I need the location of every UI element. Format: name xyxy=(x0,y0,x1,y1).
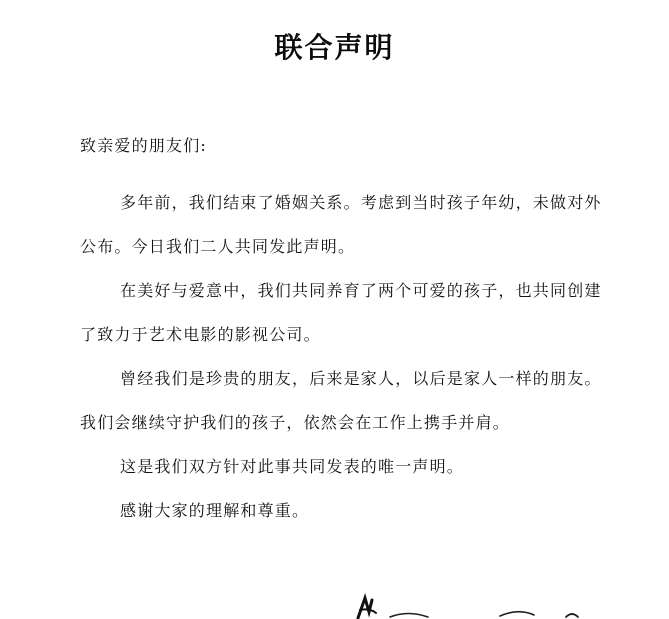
paragraph-3: 曾经我们是珍贵的朋友，后来是家人，以后是家人一样的朋友。我们会继续守护我们的孩子，依然会在工作上携手并肩。 xyxy=(80,369,602,432)
handwritten-signature xyxy=(320,590,620,619)
statement-title: 联合声明 xyxy=(274,31,395,64)
statement-body xyxy=(80,181,610,533)
paragraph-4: 这是我们双方针对此事共同发表的唯一声明。 xyxy=(120,457,465,476)
paragraph-1: 多年前，我们结束了婚姻关系。考虑到当时孩子年幼，未做对外公布。今日我们二人共同发此声明。 xyxy=(80,193,602,256)
salutation: 致亲爱的朋友们: xyxy=(80,136,207,155)
paragraph-5: 感谢大家的理解和尊重。 xyxy=(120,501,310,520)
paragraph-2: 在美好与爱意中，我们共同养育了两个可爱的孩子，也共同创建了致力于艺术电影的影视公司。 xyxy=(80,281,602,344)
